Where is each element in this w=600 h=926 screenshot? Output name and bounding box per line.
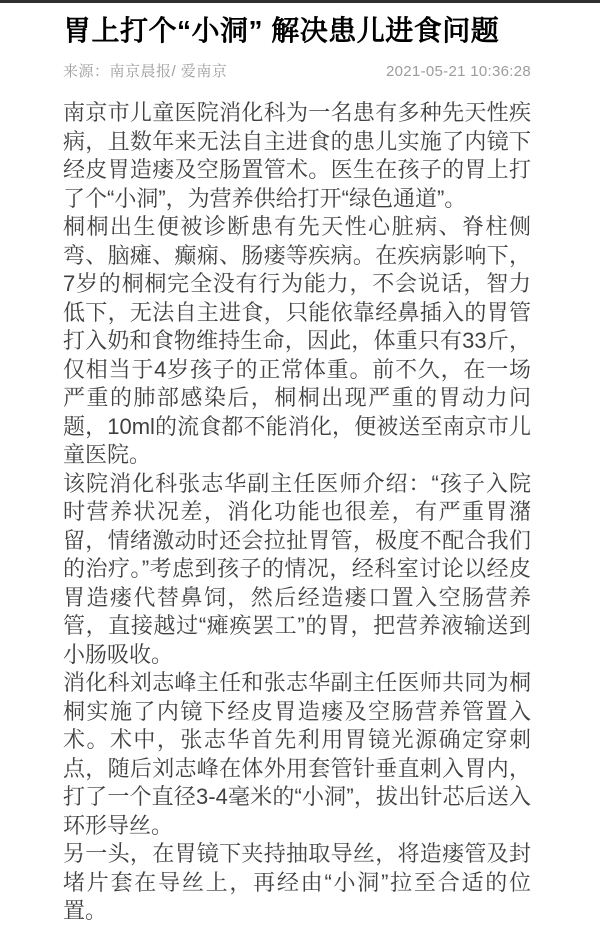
article-source xyxy=(63,60,227,81)
source-name: 南京晨报/ 爱南京 xyxy=(109,63,228,80)
article-page xyxy=(63,0,531,926)
article-paragraph: 南京市儿童医院消化科为一名患有多种先天性疾病，且数年来无法自主进食的患儿实施了内镜下经皮胃造瘘及空肠置管术。医生在孩子的胃上打了个“小洞”，为营养供给打开“绿色通道”。 xyxy=(63,100,531,211)
article-meta xyxy=(63,60,531,81)
article-paragraph: 消化科刘志峰主任和张志华副主任医师共同为桐桐实施了内镜下经皮胃造瘘及空肠营养管置入术。术中，张志华首先利用胃镜光源确定穿刺点，随后刘志峰在体外用套管针垂直刺入胃内，打了一个直径3-4毫米的“小洞”，拔出针芯后送入环形导丝。 xyxy=(63,670,531,838)
publish-datetime: 2021-05-21 10:36:28 xyxy=(386,63,531,80)
article-body xyxy=(63,99,531,926)
article-paragraph: 该院消化科张志华副主任医师介绍：“孩子入院时营养状况差，消化功能也很差，有严重胃潴留，情绪激动时还会拉扯胃管，极度不配合我们的治疗。”考虑到孩子的情况，经科室讨论以经皮胃造瘘代替鼻饲，然后经造瘘口置入空肠营养管，直接越过“瘫痪罢工”的胃，把营养液输送到小肠吸收。 xyxy=(63,470,531,667)
article-paragraph: 另一头，在胃镜下夹持抽取导丝，将造瘘管及封堵片套在导丝上，再经由“小洞”拉至合适的位置。 xyxy=(63,841,531,923)
article-paragraph: 桐桐出生便被诊断患有先天性心脏病、脊柱侧弯、脑瘫、癫痫、肠瘘等疾病。在疾病影响下，7岁的桐桐完全没有行为能力，不会说话，智力低下，无法自主进食，只能依靠经鼻插入的胃管打入奶和食物维持生命，因此，体重只有33斤，仅相当于4岁孩子的正常体重。前不久，在一场严重的肺部感染后，桐桐出现严重的胃动力问题，10ml的流食都不能消化，便被送至南京市儿童医院。 xyxy=(63,214,531,467)
article-title: 胃上打个“小洞” 解决患儿进食问题 xyxy=(63,15,500,46)
source-label: 来源： xyxy=(63,63,110,80)
